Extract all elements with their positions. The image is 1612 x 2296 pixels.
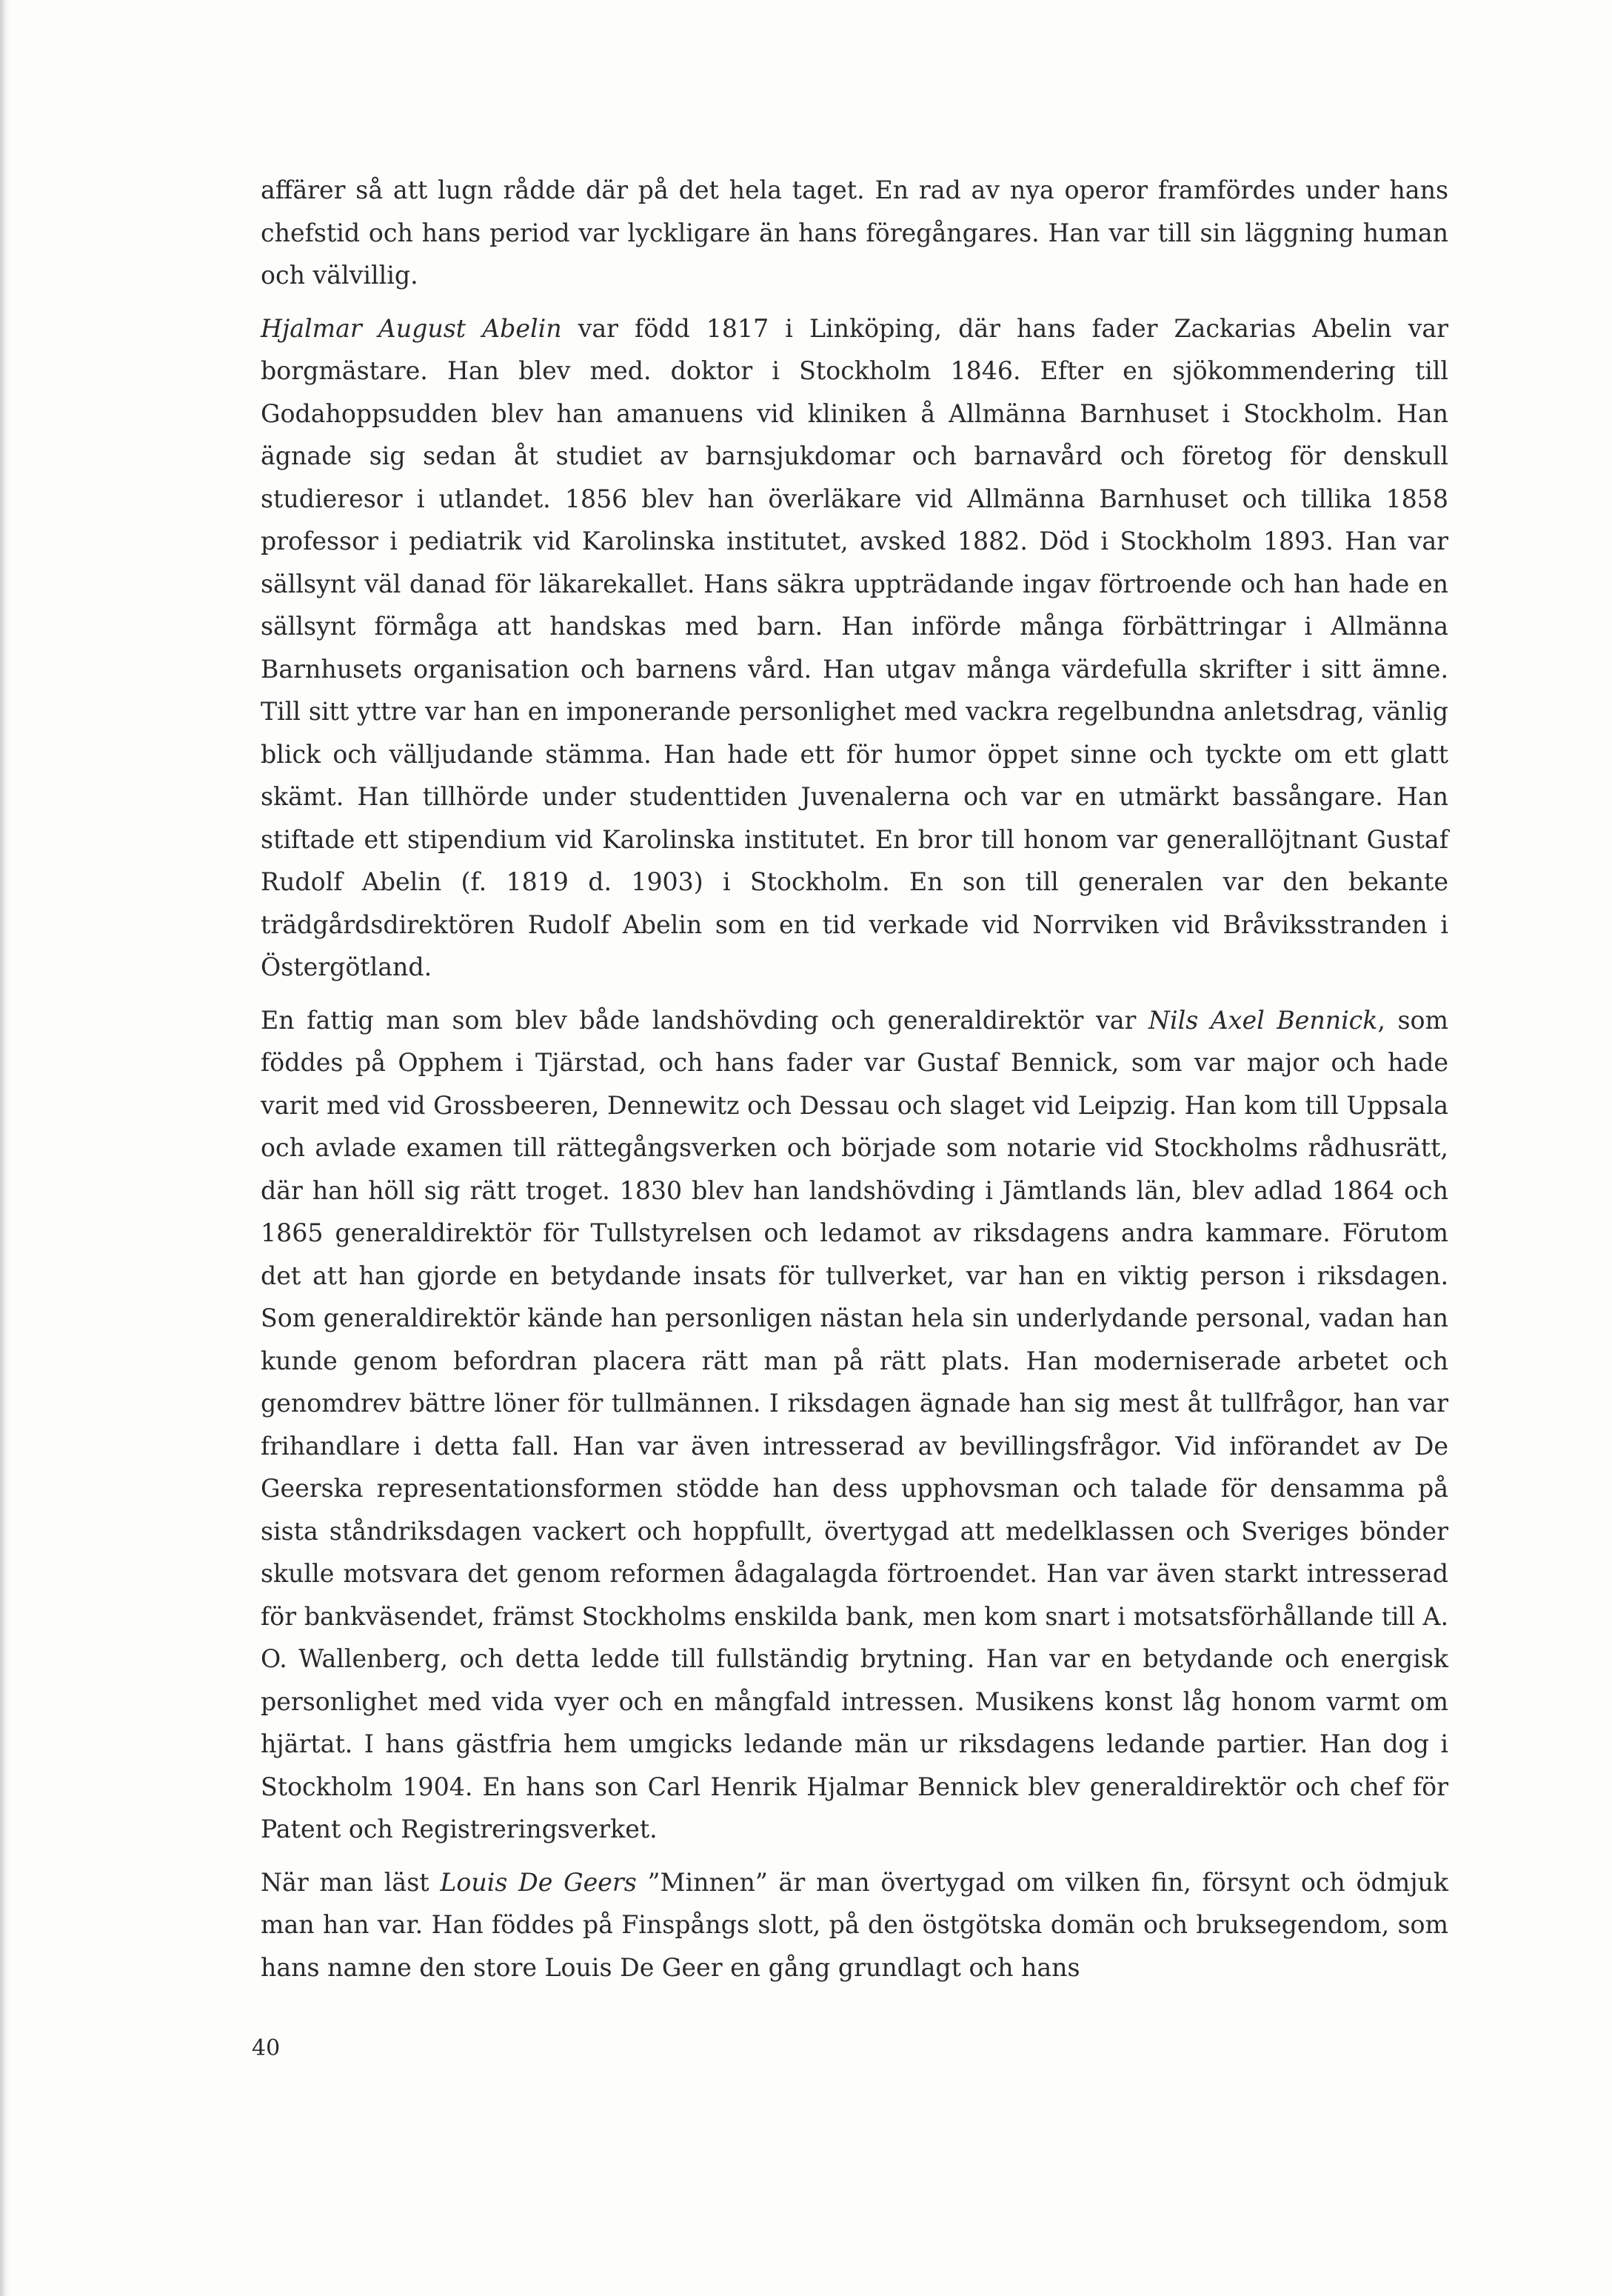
- person-name-de-geer: Louis De Geers: [440, 1867, 637, 1897]
- paragraph-bennick: [261, 999, 1448, 1851]
- page-edge-shadow: [0, 0, 10, 2296]
- page-number: 40: [252, 2035, 281, 2061]
- body-text: [261, 169, 1448, 1989]
- person-name-abelin: Hjalmar August Abelin: [261, 313, 562, 343]
- person-name-bennick: Nils Axel Bennick: [1148, 1005, 1378, 1035]
- text-run: affärer så att lugn rådde där på det hela taget. En rad av nya operor framfördes under hans chefstid och hans period var lyckligare än hans föregångares. Han var till sin läggning human och välvillig.: [261, 176, 1448, 290]
- paragraph-abelin: [261, 307, 1448, 989]
- paragraph-1: [261, 169, 1448, 297]
- text-run: En fattig man som blev både landshövding och generaldirektör var: [261, 1005, 1148, 1035]
- text-run: var född 1817 i Linköping, där hans fader Zackarias Abelin var borgmästare. Han blev med. doktor i Stockholm 1846. Efter en sjökommendering till Godahoppsudden blev han amanuens vid kliniken å Allmänna Barnhuset i Stockholm. Han ägnade sig sedan åt studiet av barnsjukdomar och barnavård och företog för denskull studieresor i utlandet. 1856 blev han överläkare vid Allmänna Barnhuset och tillika 1858 professor i pediatrik vid Karolinska institutet, avsked 1882. Död i Stockholm 1893. Han var sällsynt väl danad för läkarekallet. Hans säkra uppträdande ingav förtroende och han hade en sällsynt förmåga att handskas med barn. Han införde många förbättringar i Allmänna Barnhusets organisation och barnens vård. Han utgav många värdefulla skrifter i sitt ämne. Till sitt yttre var han en imponerande personlighet med vackra regelbundna anletsdrag, vänlig blick och välljudande stämma. Han hade ett för humor öppet sinne och tyckte om ett glatt skämt. Han tillhörde under studenttiden Juvenalerna och var en utmärkt bassångare. Han stiftade ett stipendium vid Karolinska institutet. En bror till honom var generallöjtnant Gustaf Rudolf Abelin (f. 1819 d. 1903) i Stockholm. En son till generalen var den bekante trädgårdsdirektören Rudolf Abelin som en tid verkade vid Norrviken vid Bråviksstranden i Östergötland.: [261, 313, 1449, 981]
- text-run: , som föddes på Opphem i Tjärstad, och hans fader var Gustaf Bennick, som var major och hade varit med vid Grossbeeren, Dennewitz och Dessau och slaget vid Leipzig. Han kom till Uppsala och avlade examen till rättegångsverken och började som notarie vid Stockholms rådhusrätt, där han höll sig rätt troget. 1830 blev han landshövding i Jämtlands län, blev adlad 1864 och 1865 generaldirektör för Tullstyrelsen och ledamot av riksdagens andra kammare. Förutom det att han gjorde en betydande insats för tullverket, var han en viktig person i riksdagen. Som generaldirektör kände han personligen nästan hela sin underlydande personal, vadan han kunde genom befordran placera rätt man på rätt plats. Han moderniserade arbetet och genomdrev bättre löner för tullmännen. I riksdagen ägnade han sig mest åt tullfrågor, han var frihandlare i detta fall. Han var även intresserad av bevillingsfrågor. Vid införandet av De Geerska representationsformen stödde han dess upphovsman och talade för densamma på sista ståndriksdagen vackert och hoppfullt, övertygad att medelklassen och Sveriges bönder skulle motsvara det genom reformen ådagalagda förtroendet. Han var även starkt intresserad för bankväsendet, främst Stockholms enskilda bank, men kom snart i motsatsförhållande till A. O. Wallenberg, och detta ledde till fullständig brytning. Han var en betydande och energisk personlighet med vida vyer och en mångfald intressen. Musikens konst låg honom varmt om hjärtat. I hans gästfria hem umgicks ledande män ur riksdagens ledande partier. Han dog i Stockholm 1904. En hans son Carl Henrik Hjalmar Bennick blev generaldirektör och chef för Patent och Registreringsverket.: [261, 1005, 1448, 1843]
- text-run: ”Minnen” är man övertygad om vilken fin, försynt och ödmjuk man han var. Han föddes på Finspångs slott, på den östgötska domän och bruksegendom, som hans namne den store Louis De Geer en gång grundlagt och hans: [261, 1867, 1448, 1982]
- text-run: När man läst: [261, 1867, 441, 1897]
- paragraph-de-geer: [261, 1861, 1448, 1989]
